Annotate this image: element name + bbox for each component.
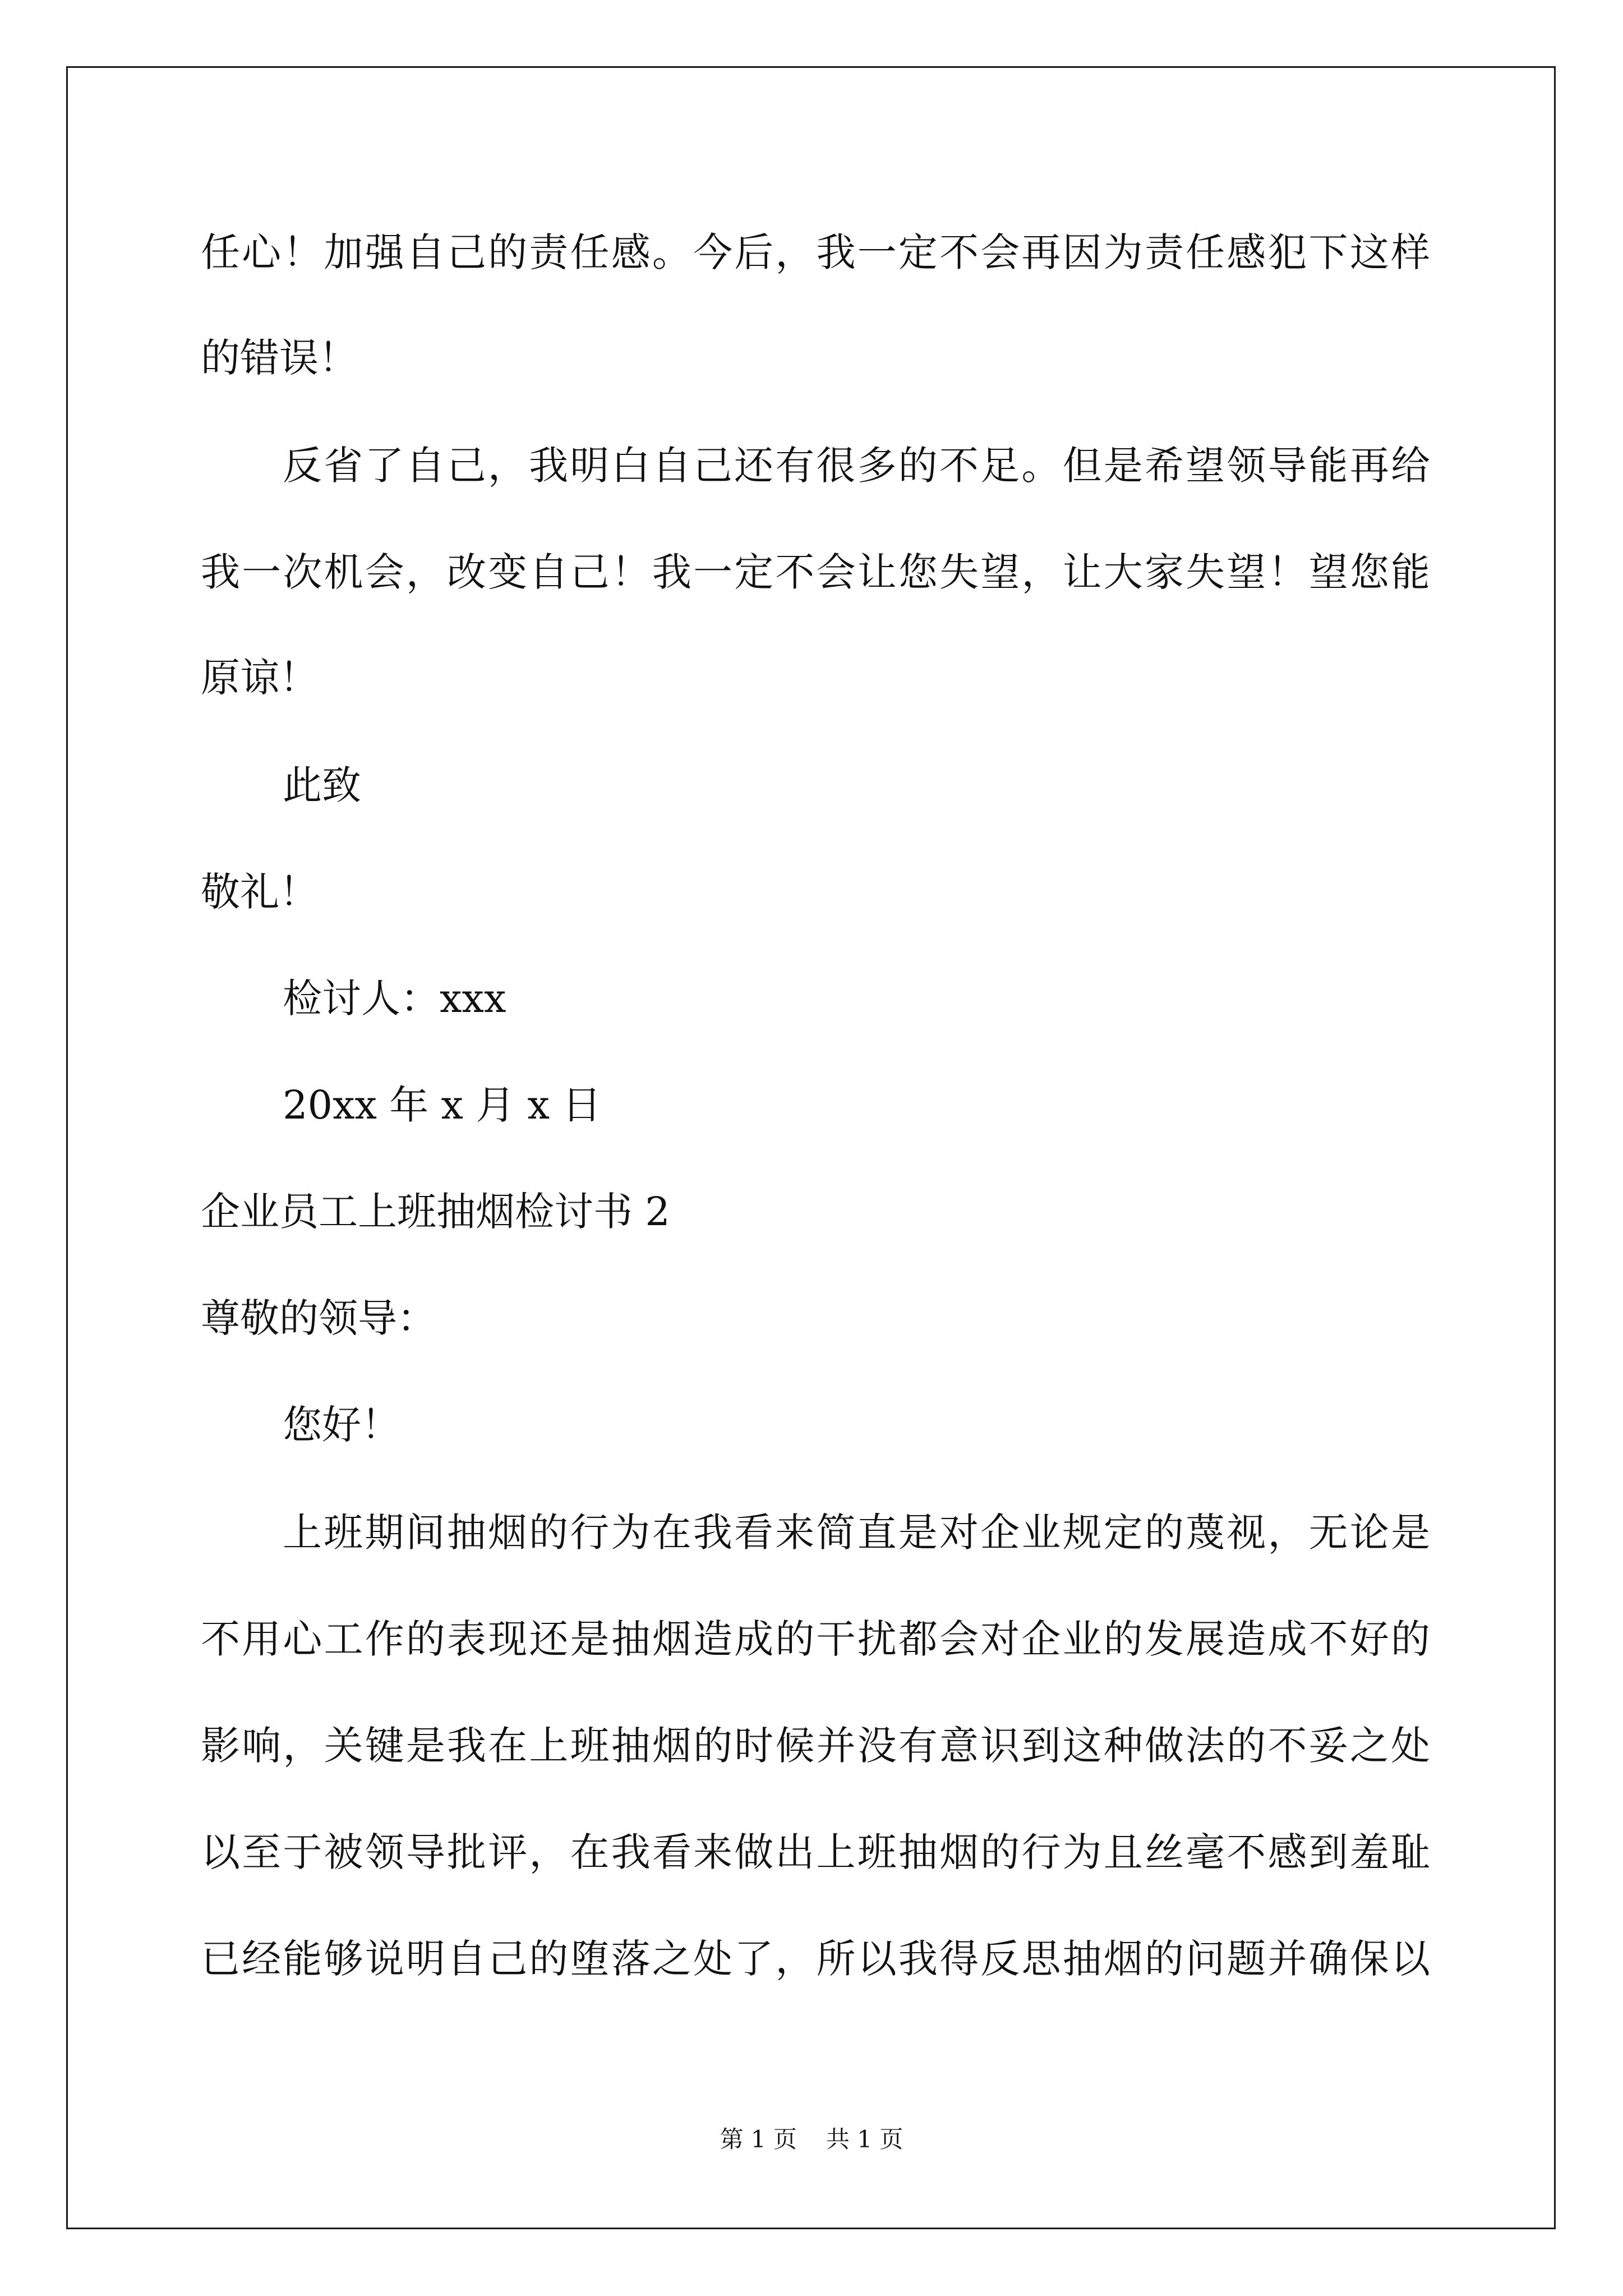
closing-regards: 敬礼！ — [201, 869, 319, 915]
page-border — [66, 66, 1556, 2229]
signature-name: 检讨人：xxx — [283, 976, 506, 1022]
paragraph-line: 影响，关键是我在上班抽烟的时候并没有意识到这种做法的不妥之处 — [201, 1723, 1430, 1769]
section-title: 企业员工上班抽烟检讨书 2 — [201, 1189, 670, 1235]
greeting: 尊敬的领导： — [201, 1295, 436, 1341]
paragraph-line: 原谅！ — [201, 655, 319, 701]
page-footer — [0, 2124, 1623, 2155]
paragraph-line: 以至于被领导批评，在我看来做出上班抽烟的行为且丝毫不感到羞耻 — [201, 1829, 1430, 1875]
paragraph-line: 上班期间抽烟的行为在我看来简直是对企业规定的蔑视，无论是 — [283, 1510, 1430, 1556]
page-number-total: 共 1 页 — [826, 2125, 903, 2153]
paragraph-line: 已经能够说明自己的堕落之处了，所以我得反思抽烟的问题并确保以 — [201, 1936, 1430, 1982]
page-number-current: 第 1 页 — [720, 2125, 797, 2153]
paragraph-line: 反省了自己，我明白自己还有很多的不足。但是希望领导能再给 — [283, 443, 1430, 489]
closing-salutation: 此致 — [283, 762, 361, 808]
paragraph-line: 任心！加强自己的责任感。今后，我一定不会再因为责任感犯下这样 — [201, 229, 1430, 275]
paragraph-line: 不用心工作的表现还是抽烟造成的干扰都会对企业的发展造成不好的 — [201, 1616, 1430, 1662]
paragraph-line: 的错误！ — [201, 335, 358, 381]
signature-date: 20xx 年 x 月 x 日 — [283, 1082, 602, 1128]
greeting-hello: 您好！ — [283, 1402, 400, 1448]
paragraph-line: 我一次机会，改变自己！我一定不会让您失望，让大家失望！望您能 — [201, 549, 1430, 595]
